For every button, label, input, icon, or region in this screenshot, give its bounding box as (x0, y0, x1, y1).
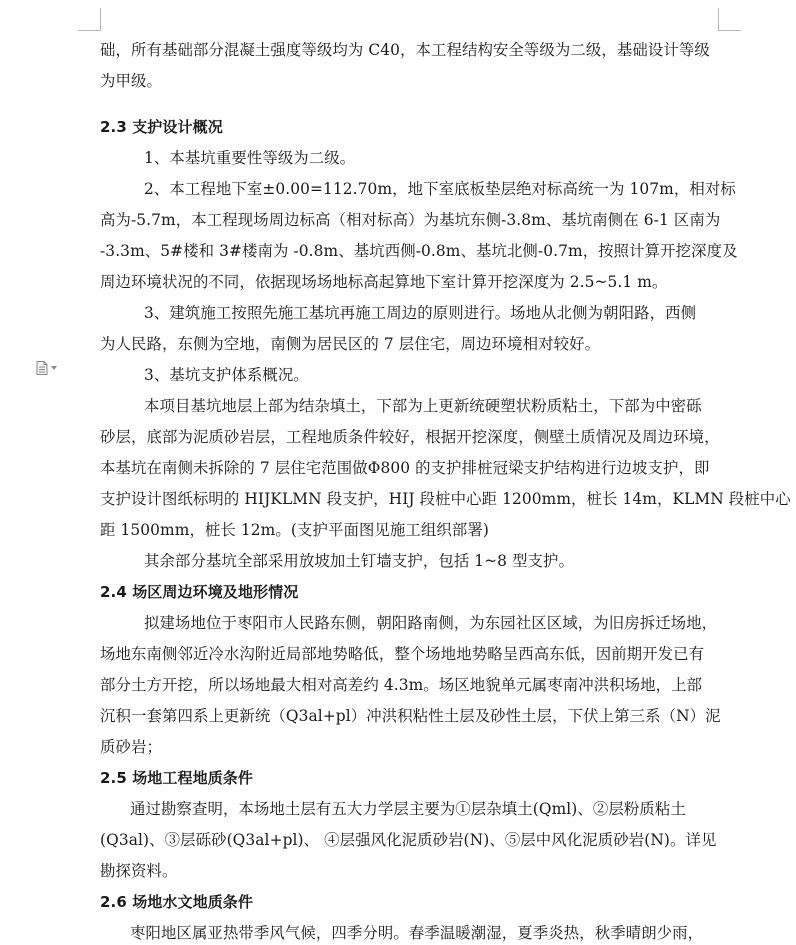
crop-mark-top-left (78, 8, 101, 31)
paragraph-line: 砂层，底部为泥质砂岩层，工程地质条件较好，根据开挖深度，侧壁土质情况及周边环境， (100, 428, 720, 446)
paragraph-line: 础，所有基础部分混凝土强度等级均为 C40，本工程结构安全等级为二级，基础设计等级 (100, 41, 710, 59)
paragraph-options-button[interactable] (36, 360, 64, 376)
paragraph-line: 1、本基坑重要性等级为二级。 (144, 149, 356, 167)
document-body (100, 35, 791, 945)
paragraph-line: 枣阳地区属亚热带季风气候，四季分明。春季温暖潮湿，夏季炎热，秋季晴朗少雨， (130, 924, 704, 942)
paragraph-line: 3、建筑施工按照先施工基坑再施工周边的原则进行。场地从北侧为朝阳路，西侧 (144, 304, 697, 322)
paragraph-line: 质砂岩； (100, 738, 162, 756)
crop-mark-top-right (718, 8, 741, 31)
paragraph-line: 场地东南侧邻近冷水沟附近局部地势略低，整个场地地势略呈西高东低，因前期开发已有 (100, 645, 705, 663)
paragraph-line: 部分土方开挖，所以场地最大相对高差约 4.3m。场区地貌单元属枣南冲洪积场地，上部 (100, 676, 703, 694)
paragraph-line: 高为-5.7m，本工程现场周边标高（相对标高）为基坑东侧-3.8m、基坑南侧在 6-1 区南为 (100, 211, 721, 229)
paragraph-line: 其余部分基坑全部采用放坡加土钉墙支护，包括 1~8 型支护。 (144, 552, 575, 570)
paragraph-line: 2、本工程地下室±0.00=112.70m，地下室底板垫层绝对标高统一为 107m，相对标 (144, 180, 736, 198)
paragraph-line: 为甲级。 (100, 72, 162, 90)
paragraph-line: (Q3al)、③层砾砂(Q3al+pl)、 ④层强风化泥质砂岩(N)、⑤层中风化泥质砂岩(N)。详见 (100, 831, 717, 849)
paragraph-line: 沉积一套第四系上更新统（Q3al+pl）冲洪积粘性土层及砂性土层，下伏上第三系（N）泥 (100, 707, 721, 725)
document-icon (36, 361, 48, 375)
paragraph-line: 本项目基坑地层上部为结杂填土，下部为上更新统硬塑状粉质粘土，下部为中密砾 (144, 397, 702, 415)
paragraph-line: 周边环境状况的不同，依据现场场地标高起算地下室计算开挖深度为 2.5~5.1 m。 (100, 273, 668, 291)
paragraph-line: -3.3m、5#楼和 3#楼南为 -0.8m、基坑西侧-0.8m、基坑北侧-0.7m，按照计算开挖深度及 (100, 242, 738, 260)
section-heading-2-4: 2.4 场区周边环境及地形情况 (100, 583, 299, 601)
paragraph-line: 本基坑在南侧未拆除的 7 层住宅范围做Φ800 的支护排桩冠梁支护结构进行边坡支护，即 (100, 459, 710, 477)
paragraph-line: 3、基坑支护体系概况。 (144, 366, 309, 384)
section-heading-2-6: 2.6 场地水文地质条件 (100, 893, 253, 911)
section-heading-2-3: 2.3 支护设计概况 (100, 118, 223, 136)
chevron-down-icon (51, 366, 57, 370)
paragraph-line: 拟建场地位于枣阳市人民路东侧，朝阳路南侧，为东园社区区域，为旧房拆迁场地， (144, 614, 718, 632)
paragraph-line: 通过勘察查明，本场地土层有五大力学层主要为①层杂填土(Qml)、②层粉质粘土 (130, 800, 686, 818)
paragraph-line: 距 1500mm，桩长 12m。(支护平面图见施工组织部署) (100, 521, 489, 539)
paragraph-line: 勘探资料。 (100, 862, 178, 880)
paragraph-line: 支护设计图纸标明的 HIJKLMN 段支护，HIJ 段桩中心距 1200mm，桩长 14m，KLMN 段桩中心 (100, 490, 791, 508)
paragraph-line: 为人民路，东侧为空地，南侧为居民区的 7 层住宅，周边环境相对较好。 (100, 335, 601, 353)
section-heading-2-5: 2.5 场地工程地质条件 (100, 769, 253, 787)
